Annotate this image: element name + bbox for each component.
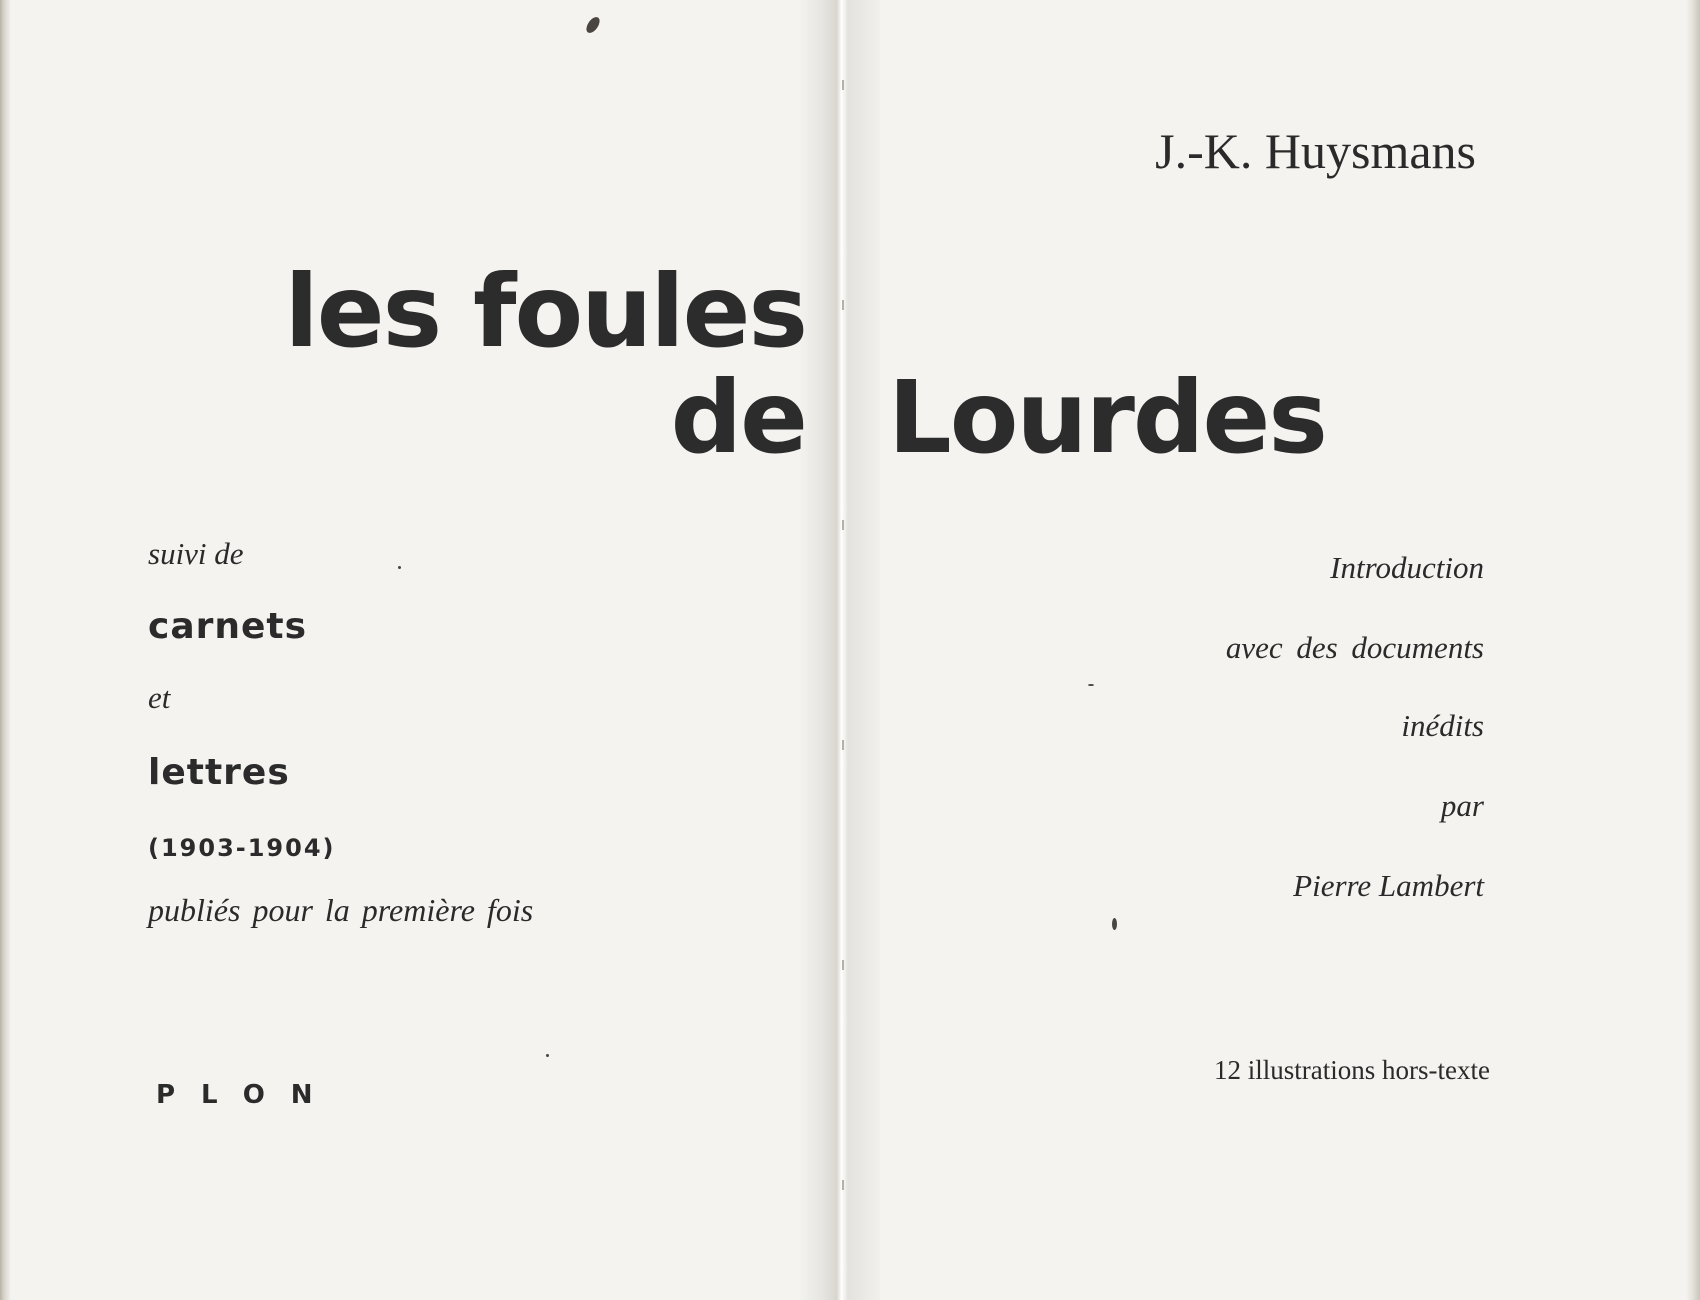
publication-note: publiés pour la première fois	[148, 892, 534, 928]
ink-speck	[1112, 918, 1117, 930]
title-line-2-left: de	[670, 359, 806, 476]
book-gutter	[800, 0, 880, 1300]
date-range: (1903-1904)	[148, 834, 336, 862]
title-line-1: les foules	[284, 253, 806, 370]
binding-stitch	[842, 740, 844, 750]
right-page-edge	[1686, 0, 1700, 1300]
ink-speck	[546, 1054, 549, 1057]
editor-name: Pierre Lambert	[1293, 868, 1484, 903]
binding-stitch	[842, 80, 844, 90]
par-line: par	[1440, 788, 1484, 823]
suivi-de-label: suivi de	[148, 536, 244, 571]
inedits-line: inédits	[1401, 708, 1484, 743]
title-line-2-right: Lourdes	[888, 359, 1326, 476]
carnets-heading: carnets	[148, 606, 308, 647]
documents-line: avec des documents	[1225, 630, 1484, 665]
ink-speck	[398, 566, 401, 569]
binding-stitch	[842, 520, 844, 530]
ink-speck	[1088, 684, 1094, 686]
left-binding-edge	[0, 0, 10, 1300]
left-page	[10, 0, 806, 1300]
right-page	[880, 0, 1686, 1300]
et-label: et	[148, 680, 171, 715]
author-name: J.-K. Huysmans	[1155, 123, 1476, 179]
binding-stitch	[842, 960, 844, 970]
lettres-heading: lettres	[148, 752, 290, 793]
introduction-line: Introduction	[1330, 550, 1484, 585]
binding-stitch	[842, 1180, 844, 1190]
binding-stitch	[842, 300, 844, 310]
ink-speck	[584, 15, 603, 35]
illustrations-note: 12 illustrations hors-texte	[1214, 1055, 1490, 1085]
publisher-name: PLON	[156, 1080, 339, 1110]
